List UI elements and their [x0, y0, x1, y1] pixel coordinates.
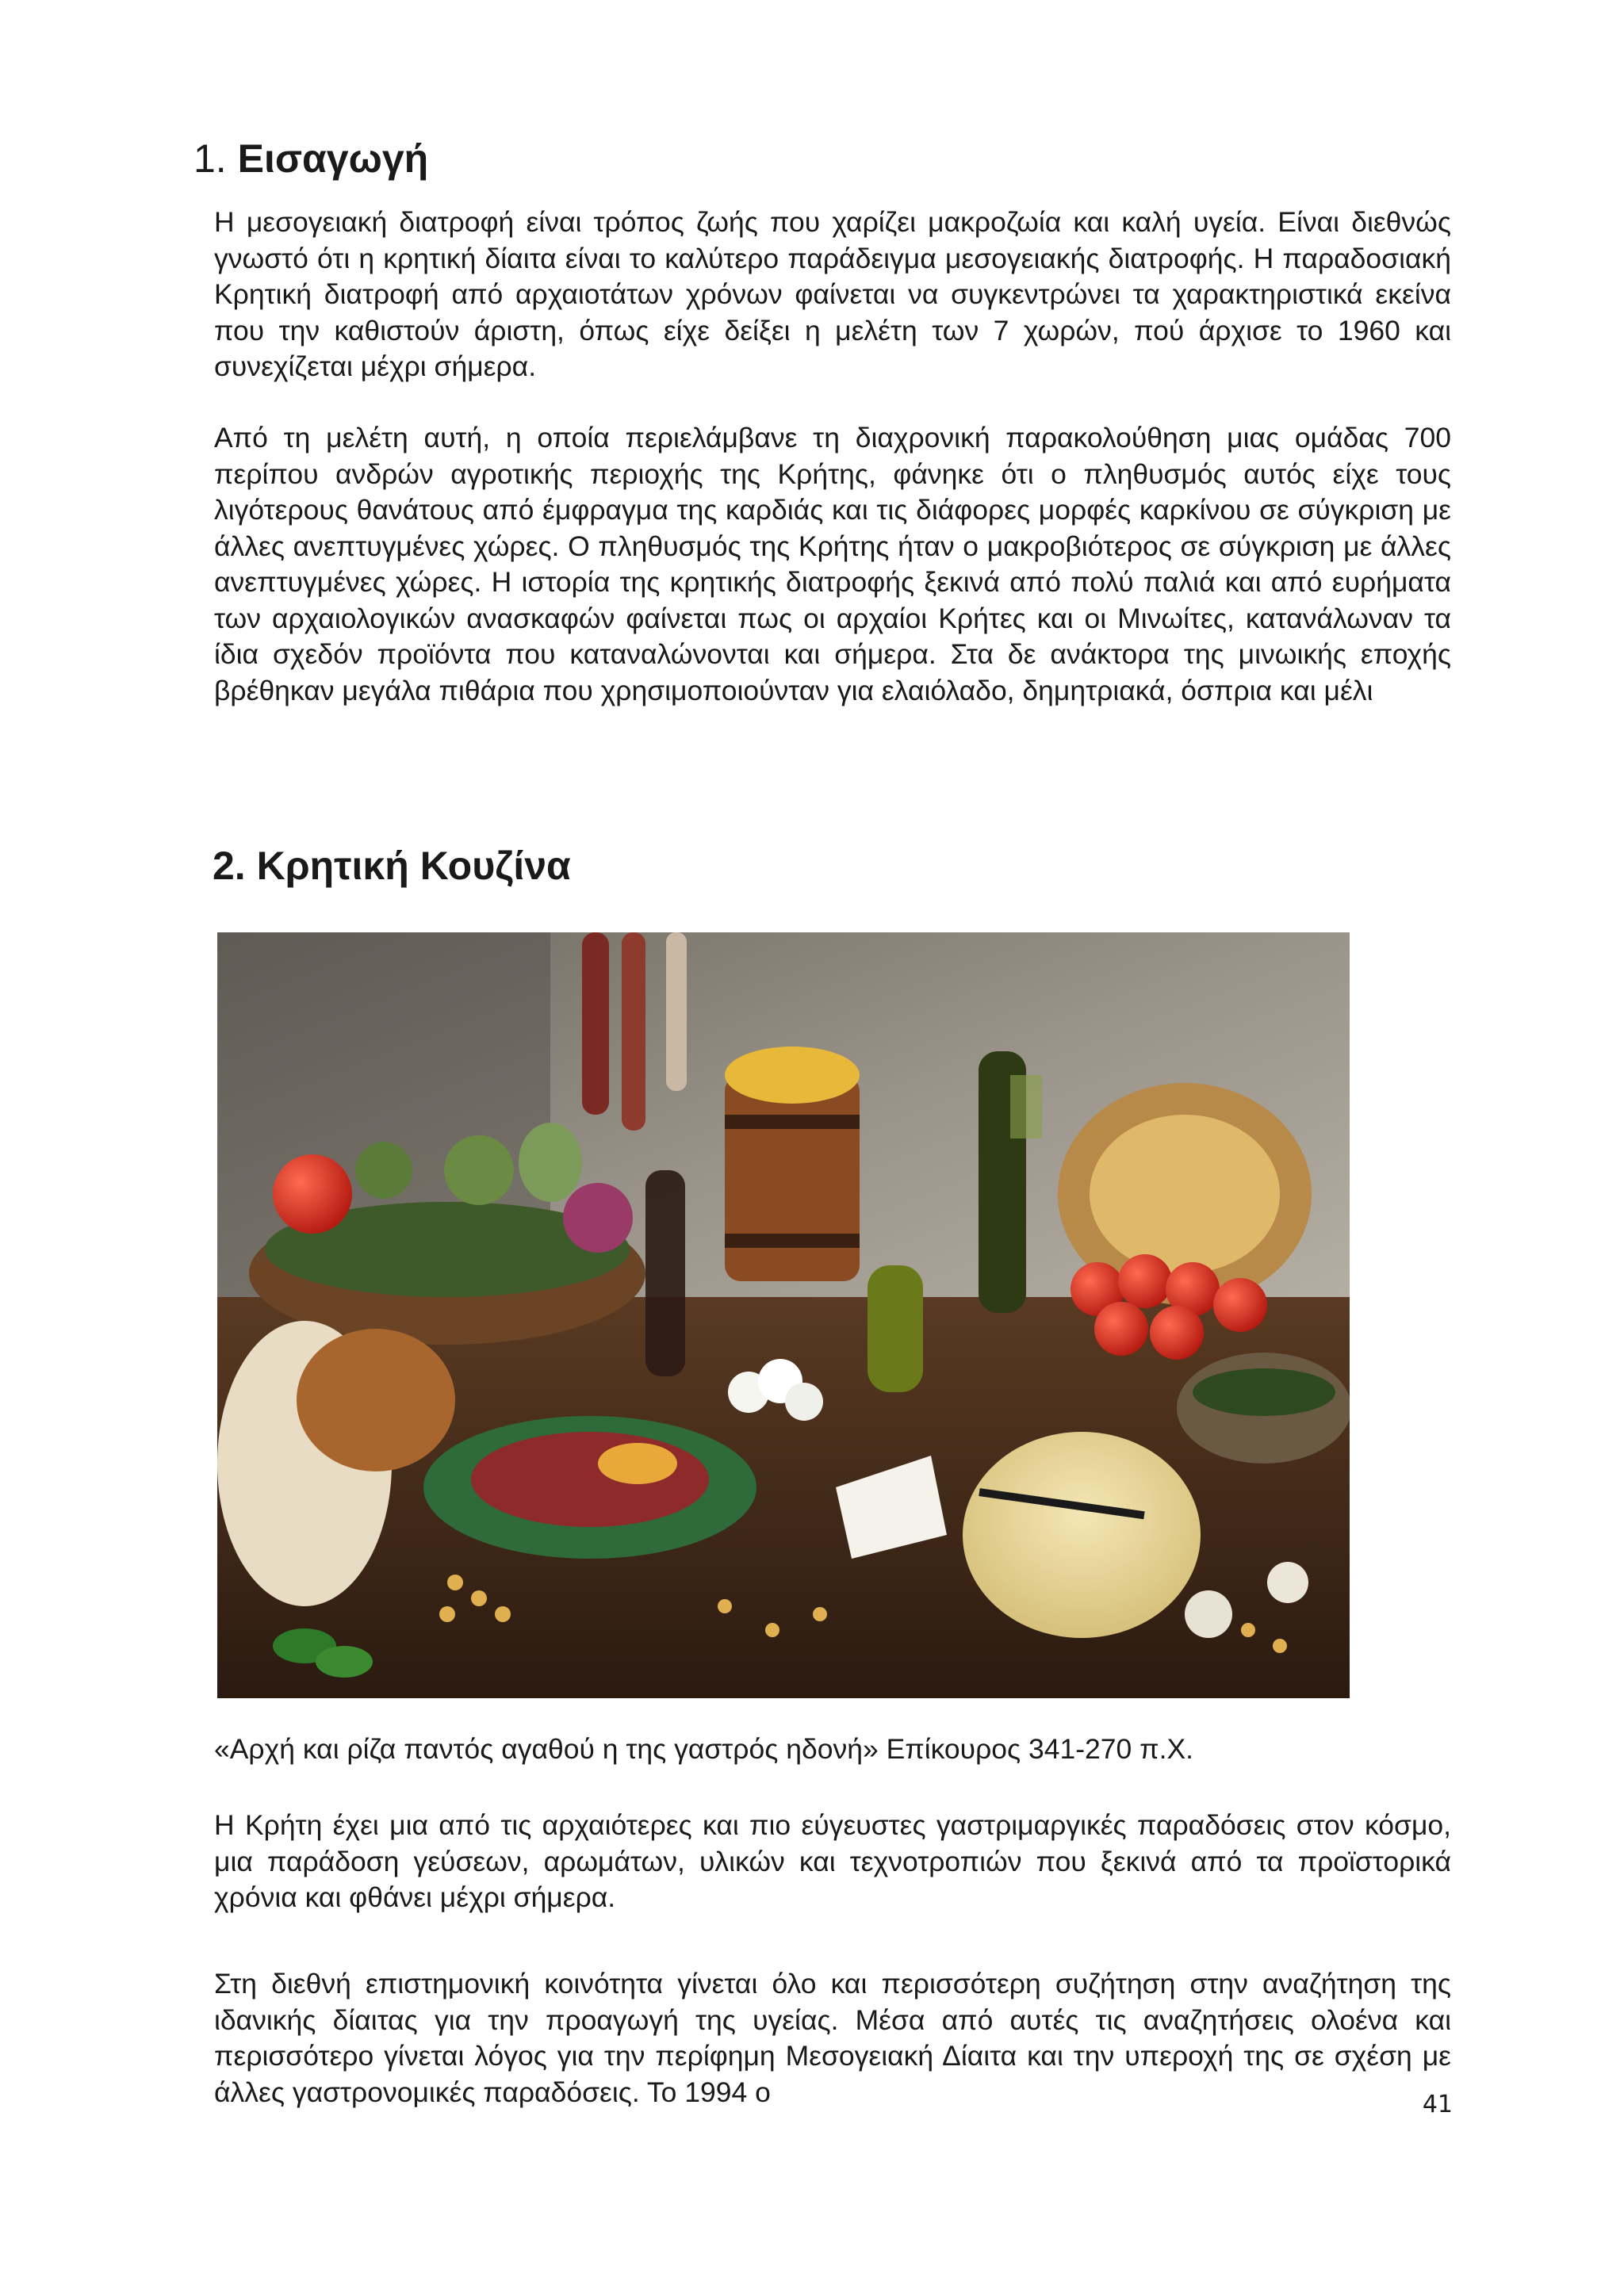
section-2-heading: 2. Κρητική Κουζίνα	[213, 844, 571, 888]
page-number: 41	[1422, 2091, 1453, 2118]
intro-paragraph-2: Από τη μελέτη αυτή, η οποία περιελάμβανε τη διαχρονική παρακολούθηση μιας ομάδας 700 περίπου ανδρών αγροτικής περιοχής της Κρήτης, φάνηκε ότι ο πληθυσμός αυτός είχε τους λιγότερους θανάτους από έμφραγμα της καρδιάς και τις διάφορες μορφές καρκίνου σε σύγκριση με άλλες ανεπτυγμένες χώρες. Ο πληθυσμός της Κρήτης ήταν ο μακροβιότερος σε σύγκριση με άλλες ανεπτυγμένες χώρες. Η ιστορία της κρητικής διατροφής ξεκινά από πολύ παλιά και από ευρήματα των αρχαιολογικών ανασκαφών φαίνεται πως οι αρχαίοι Κρήτες και οι Μινωίτες, κατανάλωναν τα ίδια σχεδόν προϊόντα που καταναλώνονται και σήμερα. Στα δε ανάκτορα της μινωικής εποχής βρέθηκαν μεγάλα πιθάρια που χρησιμοποιούνταν για ελαιόλαδο, δημητριακά, όσπρια και μέλι	[214, 422, 1451, 706]
cuisine-paragraph-1: Η Κρήτη έχει μια από τις αρχαιότερες και πιο εύγευστες γαστριμαργικές παραδόσεις στον κόσμο, μια παράδοση γεύσεων, αρωμάτων, υλικών και τεχνοτροπιών που ξεκινά από τα προϊστορικά χρόνια και φθάνει μέχρι σήμερα.	[214, 1809, 1451, 1913]
cuisine-paragraph-2: Στη διεθνή επιστημονική κοινότητα γίνεται όλο και περισσότερη συζήτηση στην αναζήτηση της ιδανικής δίαιτας για την προαγωγή της υγείας. Μέσα από αυτές τις αναζητήσεις ολοένα και περισσότερο γίνεται λόγος για την περίφημη Μεσογειακή Δίαιτα και την υπεροχή της σε σχέση με άλλες γαστρονομικές παραδόσεις. Το 1994 ο	[214, 1968, 1451, 2108]
epicurus-quote: «Αρχή και ρίζα παντός αγαθού η της γαστρός ηδονή» Επίκουρος 341-270 π.Χ.	[214, 1733, 1194, 1765]
section-1-heading	[193, 133, 428, 184]
cretan-food-still-life-photo	[217, 932, 1350, 1698]
section-1-title: Εισαγωγή	[237, 136, 429, 181]
intro-paragraph-1: Η μεσογειακή διατροφή είναι τρόπος ζωής που χαρίζει μακροζωία και καλή υγεία. Είναι διεθνώς γνωστό ότι η κρητική δίαιτα είναι το καλύτερο παράδειγμα μεσογειακής διατροφής. Η παραδοσιακή Κρητική διατροφή από αρχαιοτάτων χρόνων φαίνεται να συγκεντρώνει τα χαρακτηριστικά εκείνα που την καθιστούν άριστη, όπως είχε δείξει η μελέτη των 7 χωρών, πού άρχισε το 1960 και συνεχίζεται μέχρι σήμερα.	[214, 206, 1451, 382]
section-1-number: 1.	[193, 136, 227, 181]
